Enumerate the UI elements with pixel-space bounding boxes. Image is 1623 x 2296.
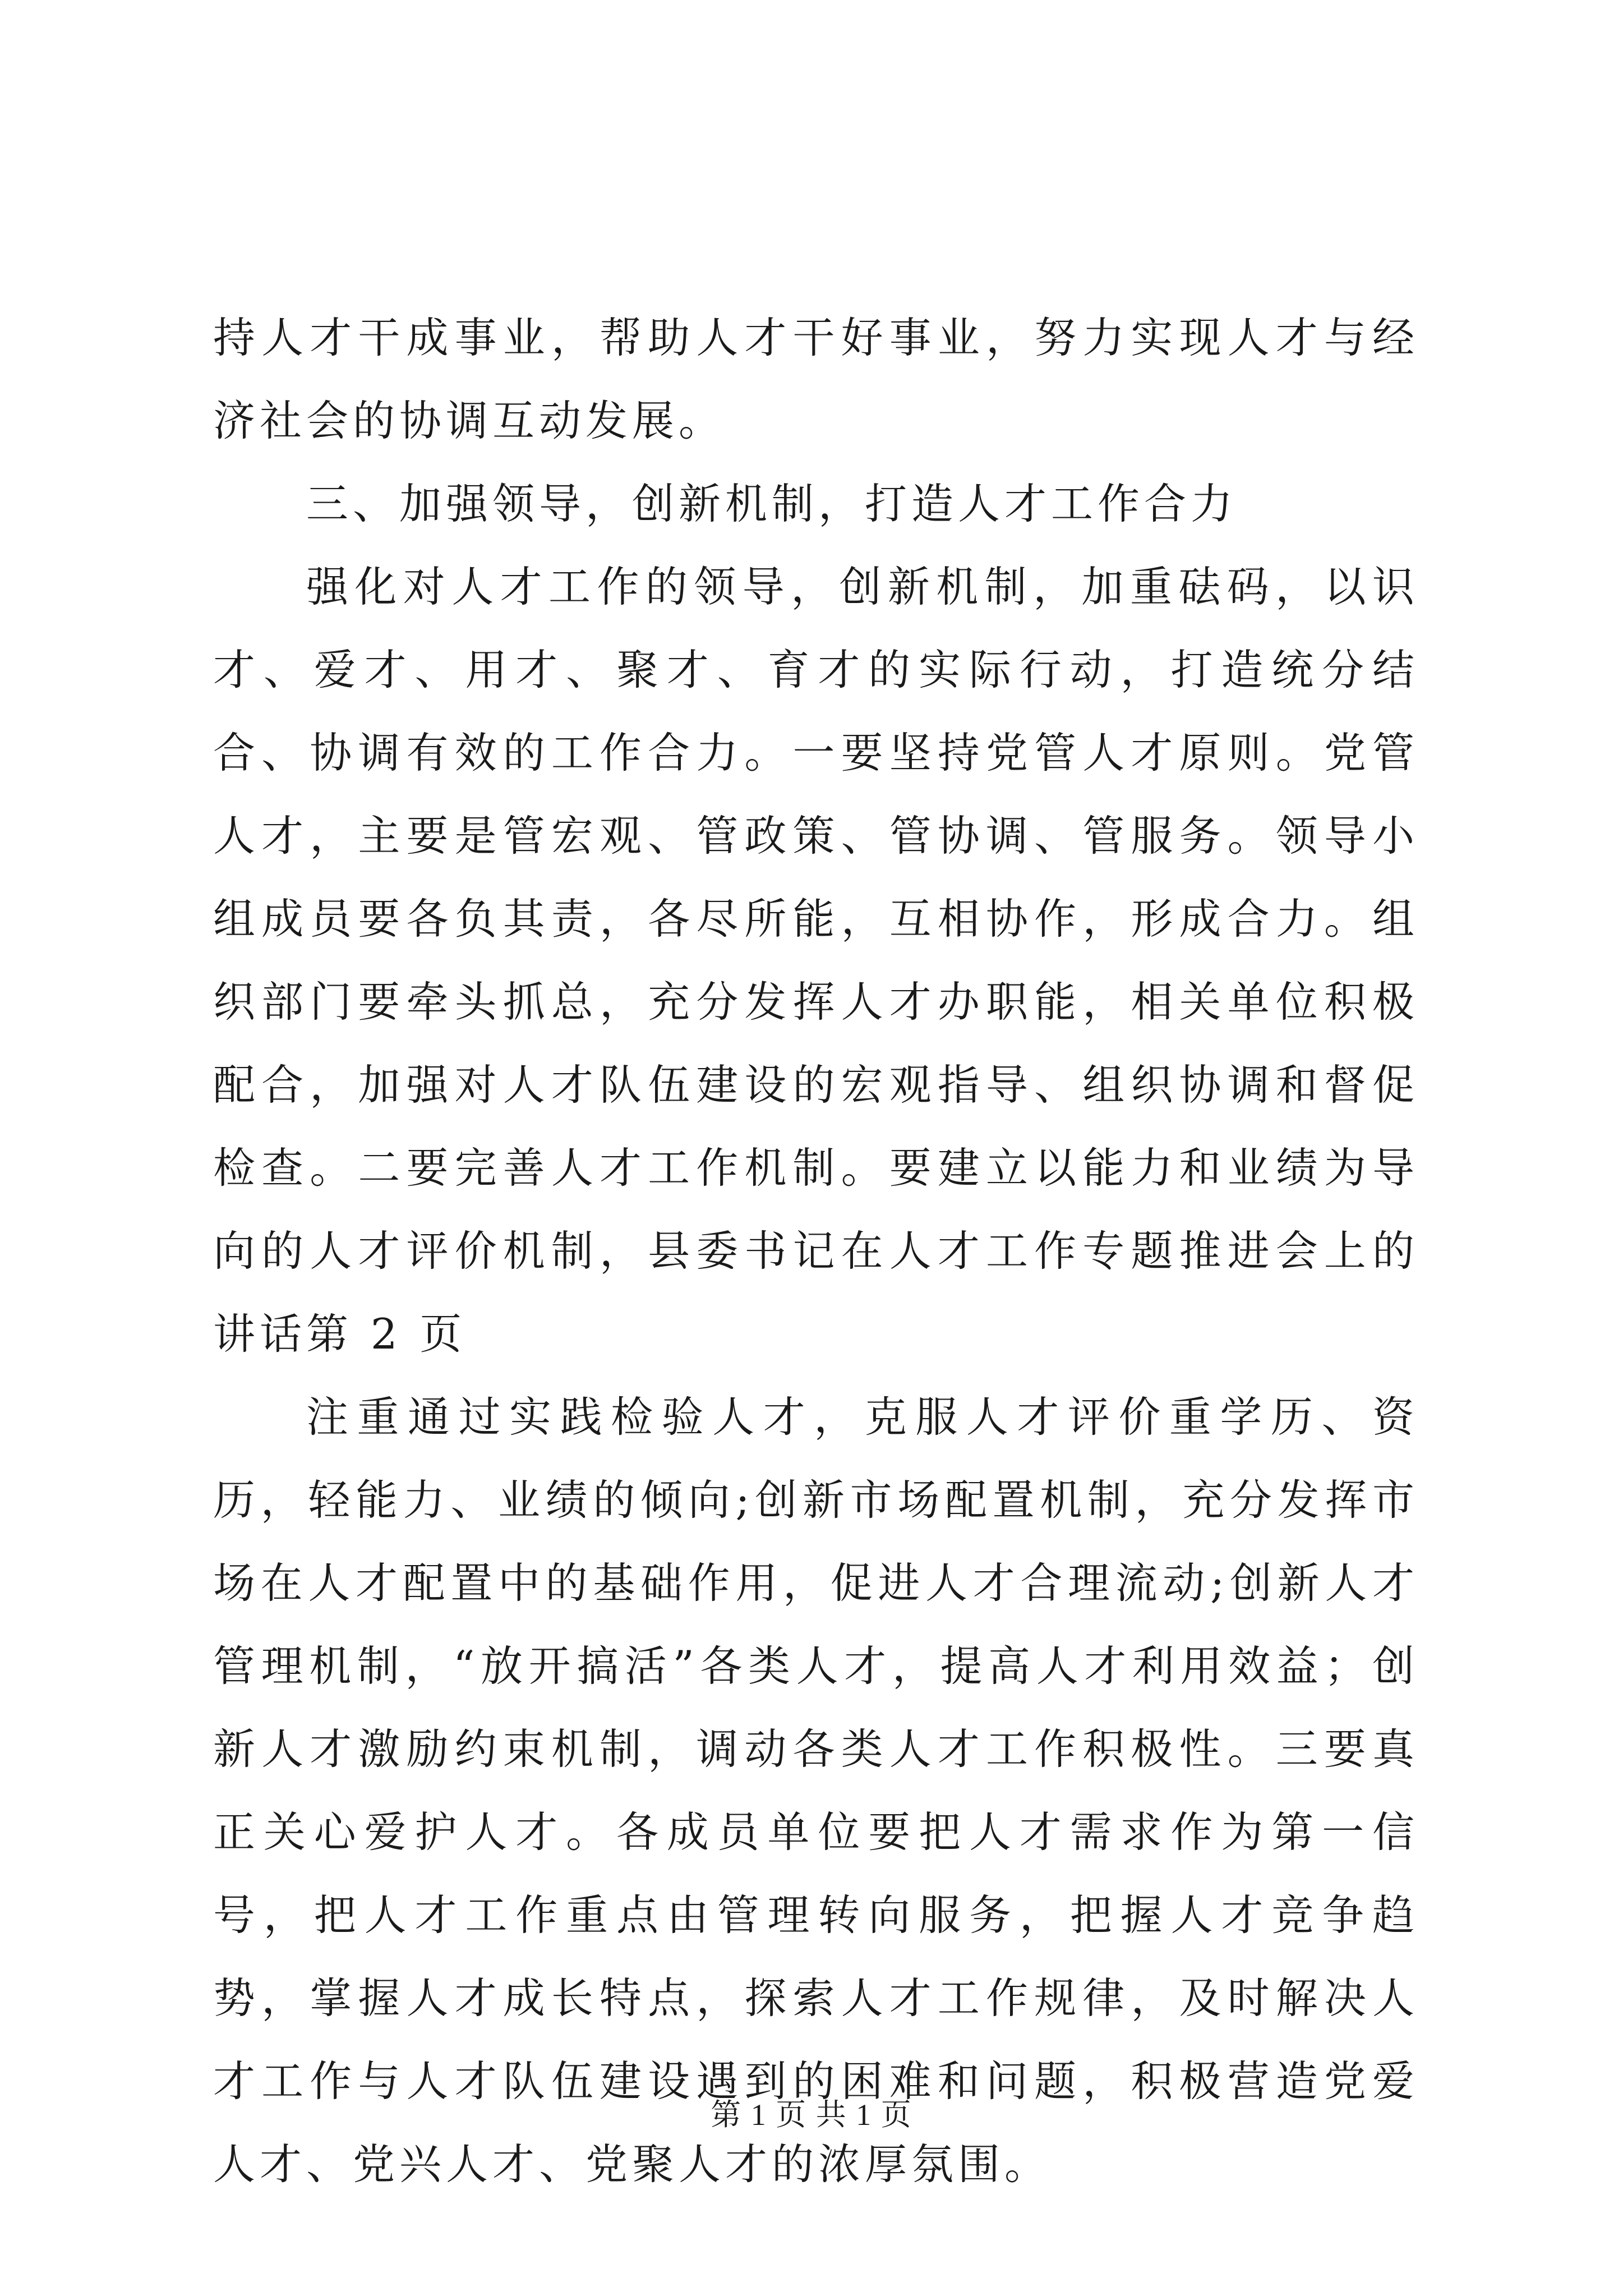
paragraph-mechanism: 注重通过实践检验人才，克服人才评价重学历、资历，轻能力、业绩的倾向;创新市场配置机制，充分发挥市场在人才配置中的基础作用，促进人才合理流动;创新人才管理机制，“放开搞活”各类人才，提高人才利用效益；创新人才激励约束机制，调动各类人才工作积极性。三要真正关心爱护人才。各成员单位要把人才需求作为第一信号，把人才工作重点由管理转向服务，把握人才竞争趋势，掌握人才成长特点，探索人才工作规律，及时解决人才工作与人才队伍建设遇到的困难和问题，积极营造党爱人才、党兴人才、党聚人才的浓厚氛围。 [213,1392,1419,2189]
page-footer: 第 1 页 共 1 页 [711,2098,912,2132]
paragraph-leadership: 强化对人才工作的领导，创新机制，加重砝码，以识才、爱才、用才、聚才、育才的实际行动，打造统分结合、协调有效的工作合力。一要坚持党管人才原则。党管人才，主要是管宏观、管政策、管协调、管服务。领导小组成员要各负其责，各尽所能，互相协作，形成合力。组织部门要牵头抓总，充分发挥人才办职能，相关单位积极配合，加强对人才队伍建设的宏观指导、组织协调和督促检查。二要完善人才工作机制。要建立以能力和业绩为导向的人才评价机制，县委书记在人才工作专题推进会上的讲话第 2 页 [213,562,1419,1359]
paragraph-continuation: 持人才干成事业，帮助人才干好事业，努力实现人才与经济社会的协调互动发展。 [213,313,1419,445]
section-heading: 三、加强领导，创新机制，打造人才工作合力 [306,479,1238,528]
document-body [213,296,1419,2206]
